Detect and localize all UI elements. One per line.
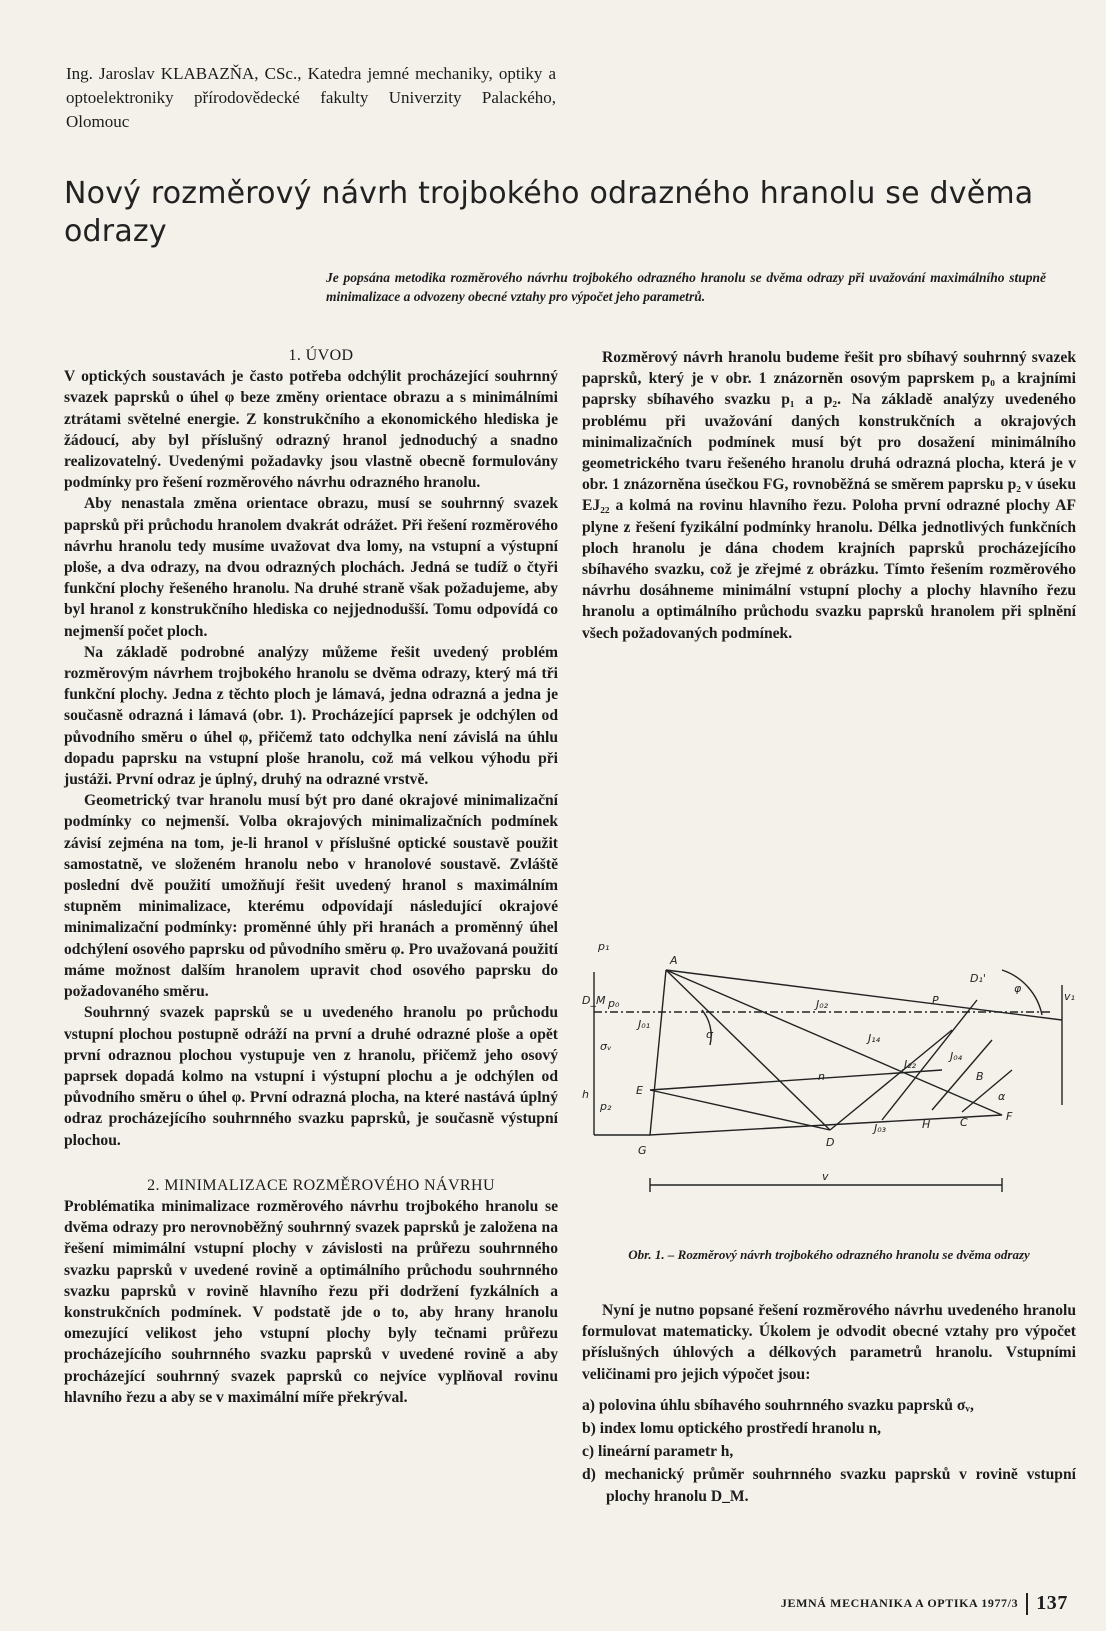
label-E: E bbox=[636, 1084, 643, 1097]
prism-diagram-svg bbox=[582, 930, 1076, 1215]
ray-j03-p bbox=[882, 1000, 977, 1120]
ray-e-j22 bbox=[650, 1070, 942, 1090]
label-J14: J₁₄ bbox=[868, 1032, 881, 1045]
label-A: A bbox=[670, 954, 678, 967]
label-phi: φ bbox=[1014, 982, 1022, 995]
label-sigma-v: σᵥ bbox=[600, 1040, 612, 1053]
section-heading-minimalization: 2. MINIMALIZACE ROZMĚROVÉHO NÁVRHU bbox=[147, 1176, 495, 1194]
ray-a-d bbox=[666, 970, 830, 1130]
label-v: v bbox=[822, 1170, 829, 1183]
label-alpha: α bbox=[998, 1090, 1006, 1103]
label-D1: D₁' bbox=[970, 972, 986, 985]
footer-divider bbox=[1026, 1593, 1028, 1615]
paragraph: Souhrnný svazek paprsků se u uvedeného hranolu po průchodu vstupní plochou postupně odráží na první a druhé odrazné ploše a opět první odraznou plochou vystupuje ven z hranolu, přičemž jeho osový paprsek dopadá kolmo na vstupní i výstupní plochu a je odchýlen od původního směru o úhel φ. První odrazná plocha, na které nastává úplný odraz procházejícího souhrnného svazku paprsků, je současně výstupní plochou. bbox=[64, 1004, 558, 1149]
prism-diagram bbox=[582, 930, 1076, 1215]
ray-d-j14 bbox=[830, 1030, 952, 1130]
label-J04: J₀₄ bbox=[950, 1050, 963, 1063]
paragraph: Geometrický tvar hranolu musí být pro dané okrajové minimalizační podmínky co nejmenší. Volba okrajových minimalizačních podmínek závisí zejména na tom, je-li hranol v příslušné optické soustavě použit samostatně, ve složeném hranolu nebo v hranolové soustavě. Zvláště poslední dvě použití umožňují řešit uvedený hranol s maximálním stupněm minimalizace, kterému odpovídají následující okrajové minimalizační podmínky: proměnné úhly při hranách a proměnný úhel odchýlení osového paprsku od původního směru φ. Pro uvažovaná použití máme možnost dalším hranolem upravit chod osového paprsku do požadovaného směru. bbox=[64, 792, 558, 1001]
page-number: 137 bbox=[1036, 1592, 1068, 1614]
article-abstract: Je popsána metodika rozměrového návrhu trojbokého odrazného hranolu se dvěma odrazy při uvažování maximálního stupně minimalizace a odvozeny obecné vztahy pro výpočet jeho parametrů. bbox=[326, 270, 1046, 304]
paragraph: Problématika minimalizace rozměrového návrhu trojbokého hranolu se dvěma odrazy pro nerovnoběžný souhrnný svazek paprsků je založena na řešení mimimální vstupní plochy v závislosti na průřezu souhrnného svazku paprsků v uvedené rovině a optimálního průchodu souhrnného svazku paprsků v rovině hlavního řezu při dodržení fyzkálních a konstrukčních podmínek. V podstatě jde o to, aby hrany hranolu omezující velikost jeho vstupní plochy byly tečnami průřezu procházejícího souhrnného svazku paprsků v uvedené rovině a aby procházející souhrnný svazek paprsků co nejvíce vyplňoval rovinu hlavního řezu a aby se v maximální míře překrýval. bbox=[64, 1197, 558, 1406]
label-P: P bbox=[932, 994, 939, 1007]
list-item: a) polovina úhlu sbíhavého souhrnného svazku paprsků σᵥ, bbox=[582, 1396, 974, 1414]
author-affiliation: Ing. Jaroslav KLABAZŇA, CSc., Katedra jemné mechaniky, optiky a optoelektroniky přírodovědecké fakulty Univerzity Palackého, Olomouc bbox=[66, 64, 556, 131]
label-v1: v₁ bbox=[1064, 990, 1075, 1003]
label-J22: J₂₂ bbox=[904, 1058, 917, 1071]
left-column bbox=[64, 345, 558, 1408]
paragraph: Nyní je nutno popsané řešení rozměrového návrhu uvedeného hranolu formulovat matematicky. Úkolem je odvodit obecné vztahy pro výpočet příslušných úhlových a délkových parametrů hranolu. Vstupními veličinami pro jejich výpočet jsou: bbox=[582, 1302, 1076, 1383]
label-sigma: σ bbox=[706, 1028, 713, 1041]
label-h: h bbox=[582, 1088, 589, 1101]
paragraph: Aby nenastala změna orientace obrazu, musí se souhrnný svazek paprsků při průchodu hranolem dvakrát odrážet. Při řešení rozměrového návrhu hranolu tedy musíme uvažovat dva lomy, na vstupní a výstupní ploše, a dva odrazy, na dvou odrazných plochách. Jedná se tudíž o čtyři funkční plochy řešeného hranolu. Na druhé straně však požadujeme, aby byl hranol z konstrukčního hlediska co nejjednodušší. Tomu odpovídá co nejmenší počet ploch. bbox=[64, 495, 558, 640]
phi-arc bbox=[1002, 970, 1042, 1015]
article-title: Nový rozměrový návrh trojbokého odrazného hranolu se dvěma odrazy bbox=[64, 176, 1034, 249]
right-column-lower bbox=[582, 1300, 1076, 1509]
label-C: C bbox=[960, 1116, 968, 1129]
label-J01: J₀₁ bbox=[638, 1018, 651, 1031]
ray-e-d bbox=[650, 1090, 830, 1130]
right-column bbox=[582, 347, 1076, 644]
page-footer bbox=[781, 1592, 1068, 1615]
list-item: b) index lomu optického prostředí hranolu n, bbox=[582, 1420, 882, 1438]
label-G: G bbox=[638, 1144, 647, 1157]
paragraph: V optických soustavách je často potřeba odchýlit procházející souhrnný svazek paprsků o úhel φ beze změny orientace obrazu a s minimálními ztrátami světelné energie. Z konstrukčního a ekonomického hlediska je žádoucí, aby byl příslušný odrazný hranol jednoduchý a snadno realizovatelný. Uvedenými požadavky jsou vlastně obecně formulovány podmínky pro řešení rozměrového návrhu odrazného hranolu. bbox=[64, 368, 558, 492]
label-J02: J₀₂ bbox=[816, 998, 829, 1011]
paragraph: Na základě podrobné analýzy můžeme řešit uvedený problém rozměrovým návrhem trojbokého hranolu se dvěma odrazy, který má tři funkční plochy. Jedna z těchto ploch je lámavá, jedna odrazná a jedna je současně odrazná i lámavá (obr. 1). Procházející paprsek je odchýlen od původního směru o úhel φ, přičemž tato odchylka není závislá na úhlu dopadu paprsku na vstupní ploše hranolu, což má velkou výhodu při justáži. První odraz je úplný, druhý na odrazné vrstvě. bbox=[64, 643, 558, 789]
label-J03: J₀₃ bbox=[874, 1122, 887, 1135]
section-heading-intro: 1. ÚVOD bbox=[288, 347, 354, 364]
label-D: D bbox=[826, 1136, 835, 1149]
label-p1: p₁ bbox=[598, 940, 610, 953]
label-p0: p₀ bbox=[608, 997, 620, 1010]
figure-caption: Obr. 1. – Rozměrový návrh trojbokého odrazného hranolu se dvěma odrazy bbox=[628, 1247, 1030, 1262]
input-parameter-list bbox=[582, 1395, 1076, 1507]
journal-name: JEMNÁ MECHANIKA A OPTIKA 1977/3 bbox=[780, 1596, 1019, 1610]
label-p2: p₂ bbox=[600, 1100, 612, 1113]
list-item: c) lineární parametr h, bbox=[582, 1443, 734, 1461]
label-B: B bbox=[976, 1070, 984, 1083]
label-H: H bbox=[922, 1118, 931, 1131]
label-n: n bbox=[818, 1070, 825, 1083]
label-DM: D_M bbox=[582, 994, 606, 1007]
list-item: d) mechanický průměr souhrnného svazku paprsků v rovině vstupní plochy hranolu D_M. bbox=[582, 1466, 1076, 1505]
label-F: F bbox=[1006, 1110, 1013, 1123]
paragraph: Rozměrový návrh hranolu budeme řešit pro sbíhavý souhrnný svazek paprsků, který je v obr. 1 znázorněn osovým paprskem p₀ a krajními paprsky sbíhavého svazku p₁ a p₂. Na základě analýzy uvedeného problému při uvažování daných konstrukčních a okrajových minimalizačních podmínek musí být pro dosažení minimálního geometrického tvaru řešeného hranolu druhá odrazná plocha, která je v obr. 1 znázorněna úsečkou FG, rovnoběžná se směrem paprsku p₂ v úseku EJ₂₂ a kolmá na rovinu hlavního řezu. Poloha první odrazné plochy AF plyne z řešení fyzikální podmínky hranolu. Délka jednotlivých funkčních ploch hranolu je dána chodem krajních paprsků procházejícího sbíhavého svazku, což je zřejmé z obrázku. Tímto řešením rozměrového návrhu dosáhneme minimální vstupní plochy a plochy hlavního řezu hranolu a optimálního průchodu svazku paprsků hranolem při splnění všech požadovaných podmínek. bbox=[582, 349, 1076, 642]
